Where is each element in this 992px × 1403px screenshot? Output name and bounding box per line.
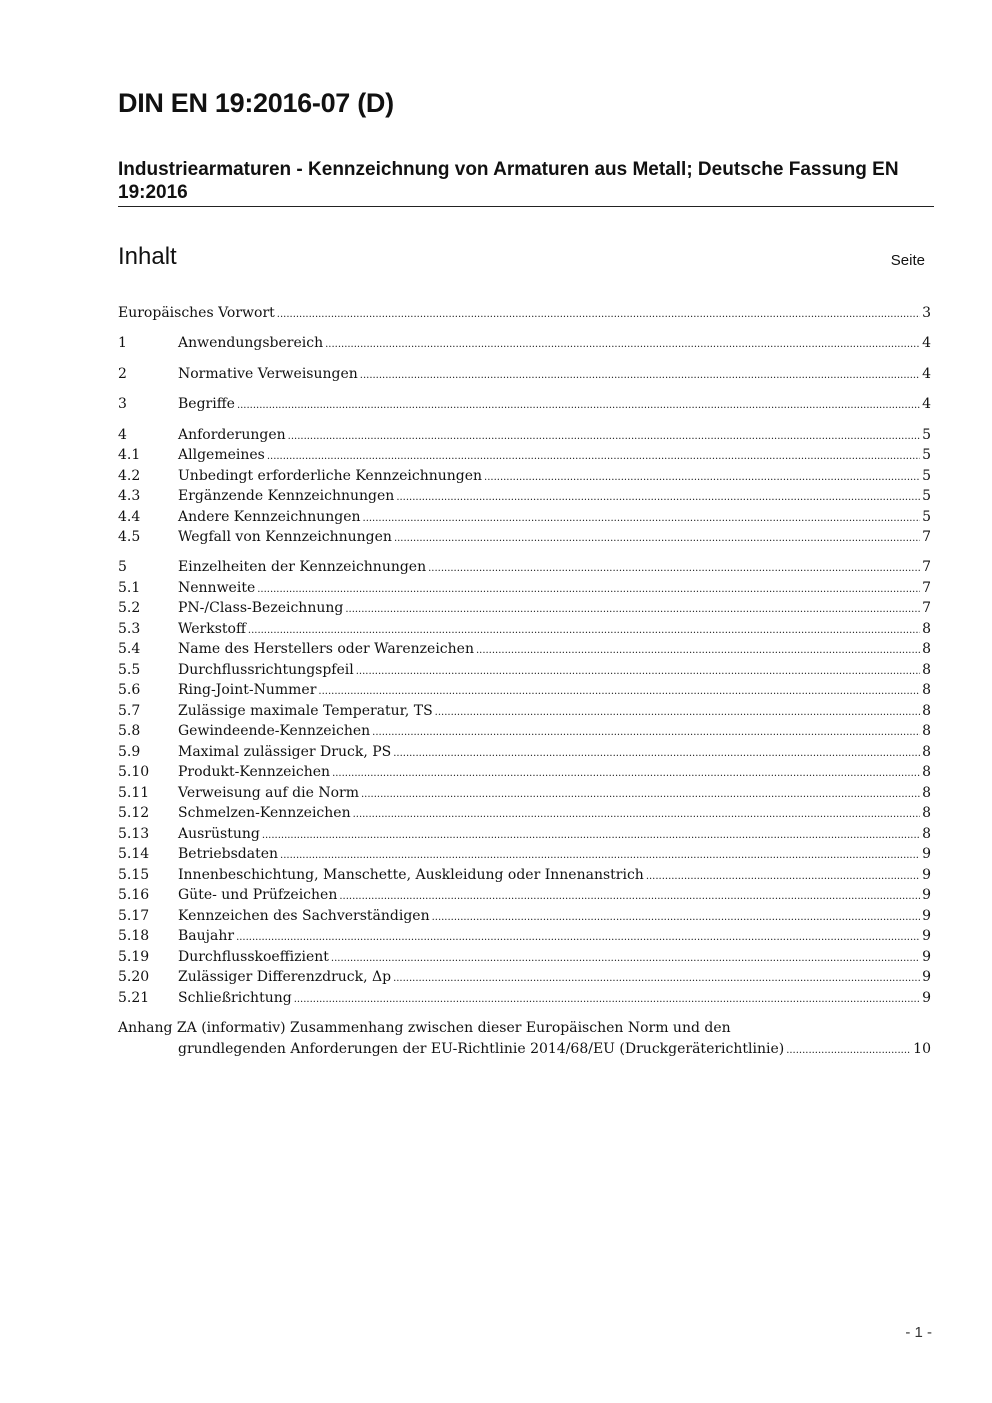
toc-leader-dots: [646, 865, 920, 887]
toc-heading: Inhalt: [118, 243, 177, 270]
toc-entry[interactable]: [118, 865, 931, 885]
toc-entry-title: Anforderungen: [178, 427, 286, 443]
toc-leader-dots: [325, 333, 920, 355]
toc-leader-dots: [280, 844, 920, 866]
toc-entry-page: 9: [922, 990, 931, 1006]
toc-leader-dots: [393, 742, 920, 764]
toc-entry[interactable]: [118, 639, 931, 659]
toc-entry-title: Begriffe: [178, 396, 235, 412]
toc-entry-number: 5.4: [118, 641, 141, 657]
toc-leader-dots: [236, 926, 920, 948]
toc-leader-dots: [361, 783, 920, 805]
toc-entry-page: 9: [922, 846, 931, 862]
toc-entry[interactable]: [118, 445, 931, 465]
toc-entry-number: 4.1: [118, 447, 141, 463]
toc-entry-title: Baujahr: [178, 928, 235, 944]
toc-entry-title: Zulässiger Differenzdruck, Δp: [178, 969, 392, 985]
toc-entry-page: 7: [922, 559, 931, 575]
toc-entry-title: Innenbeschichtung, Manschette, Auskleidung oder Innenanstrich: [178, 867, 644, 883]
document-subtitle: Industriearmaturen - Kennzeichnung von Armaturen aus Metall; Deutsche Fassung EN 19:2016: [118, 159, 899, 203]
annex-entry-title: grundlegenden Anforderungen der EU-Richtlinie 2014/68/EU (Druckgeräterichtlinie): [178, 1041, 785, 1057]
toc-entry-number: 4.2: [118, 468, 141, 484]
toc-entry[interactable]: [118, 844, 931, 864]
toc-leader-dots: [396, 486, 920, 508]
toc-leader-dots: [372, 721, 920, 743]
toc-entry-page: 8: [922, 703, 931, 719]
toc-entry-page: 8: [922, 662, 931, 678]
toc-leader-dots: [476, 639, 920, 661]
toc-entry-title: Maximal zulässiger Druck, PS: [178, 744, 392, 760]
toc-entry-number: 5.3: [118, 621, 141, 637]
toc-entry-number: 4.4: [118, 509, 141, 525]
toc-entry-title: Wegfall von Kennzeichnungen: [178, 529, 392, 545]
toc-entry-page: 4: [922, 335, 931, 351]
toc-entry-title: Produkt-Kennzeichen: [178, 764, 331, 780]
toc-leader-dots: [435, 701, 920, 723]
annex-entry-line2: [178, 1039, 931, 1059]
toc-entry-page: 8: [922, 621, 931, 637]
toc-entry[interactable]: [118, 507, 931, 527]
toc-leader-dots: [277, 303, 920, 325]
toc-entry-number: 5.1: [118, 580, 141, 596]
toc-entry-page: 3: [922, 305, 931, 321]
toc-entry[interactable]: [118, 660, 931, 680]
toc-entry-title: Werkstoff: [178, 621, 246, 637]
toc-entry-title: Europäisches Vorwort: [118, 305, 275, 321]
annex-entry-line1: Anhang ZA (informativ) Zusammenhang zwischen dieser Europäischen Norm und den: [118, 1020, 731, 1036]
toc-entry-title: Durchflussrichtungspfeil: [178, 662, 354, 678]
toc-entry[interactable]: [118, 783, 931, 803]
toc-leader-dots: [318, 680, 920, 702]
toc-entry-title: Andere Kennzeichnungen: [178, 509, 361, 525]
toc-entry-page: 8: [922, 723, 931, 739]
toc-entry-page: 9: [922, 969, 931, 985]
toc-entry[interactable]: [118, 824, 931, 844]
toc-leader-dots: [332, 762, 920, 784]
toc-entry-title: Einzelheiten der Kennzeichnungen: [178, 559, 427, 575]
toc-leader-dots: [339, 885, 920, 907]
toc-entry-number: 5.19: [118, 949, 150, 965]
toc-leader-dots: [267, 445, 920, 467]
toc-entry-number: 5.20: [118, 969, 150, 985]
toc-entry-page: 4: [922, 366, 931, 382]
toc-entry-number: 5.21: [118, 990, 150, 1006]
toc-entry-title: Nennweite: [178, 580, 256, 596]
toc-leader-dots: [786, 1039, 911, 1061]
toc-leader-dots: [360, 364, 920, 386]
toc-leader-dots: [257, 578, 920, 600]
toc-entry[interactable]: [118, 680, 931, 700]
toc-entry-page: 9: [922, 949, 931, 965]
toc-entry-page: 9: [922, 908, 931, 924]
toc-entry-title: Kennzeichen des Sachverständigen: [178, 908, 430, 924]
toc-entry[interactable]: [118, 466, 931, 486]
toc-entry[interactable]: [118, 333, 931, 353]
toc-entry-page: 7: [922, 529, 931, 545]
toc-leader-dots: [345, 598, 920, 620]
toc-entry-number: 4.5: [118, 529, 141, 545]
toc-leader-dots: [294, 988, 920, 1010]
toc-entry-title: Name des Herstellers oder Warenzeichen: [178, 641, 474, 657]
toc-entry-page: 5: [922, 447, 931, 463]
toc-entry-number: 5.17: [118, 908, 150, 924]
toc-entry-title: Schmelzen-Kennzeichen: [178, 805, 351, 821]
toc-entry-page: 8: [922, 682, 931, 698]
toc-entry-number: 2: [118, 366, 127, 382]
toc-entry[interactable]: [118, 701, 931, 721]
toc-entry-title: Unbedingt erforderliche Kennzeichnungen: [178, 468, 483, 484]
toc-entry-number: 5.11: [118, 785, 150, 801]
toc-entry-title: Ring-Joint-Nummer: [178, 682, 317, 698]
toc-entry[interactable]: [118, 988, 931, 1008]
toc-entry-title: Schließrichtung: [178, 990, 292, 1006]
toc-entry-title: Allgemeines: [178, 447, 265, 463]
toc-entry[interactable]: [118, 486, 931, 506]
toc-entry-page: 4: [922, 396, 931, 412]
toc-leader-dots: [353, 803, 920, 825]
toc-entry[interactable]: [118, 364, 931, 384]
toc-entry-number: 5.5: [118, 662, 141, 678]
toc-leader-dots: [484, 466, 920, 488]
document-id: DIN EN 19:2016-07 (D): [118, 88, 394, 118]
toc-entry-page: 7: [922, 600, 931, 616]
toc-entry[interactable]: [118, 885, 931, 905]
toc-entry[interactable]: [118, 967, 931, 987]
toc-entry-page: 5: [922, 468, 931, 484]
toc-entry[interactable]: [118, 527, 931, 547]
toc-leader-dots: [237, 394, 920, 416]
toc-entry[interactable]: [118, 803, 931, 823]
toc-entry-page: 8: [922, 785, 931, 801]
toc-entry-number: 4.3: [118, 488, 141, 504]
toc-entry-number: 5.8: [118, 723, 141, 739]
toc-entry[interactable]: [118, 578, 931, 598]
toc-page-column-label: Seite: [890, 252, 925, 269]
toc-entry-title: Ergänzende Kennzeichnungen: [178, 488, 395, 504]
toc-entry-number: 5.14: [118, 846, 150, 862]
toc-entry-page: 8: [922, 744, 931, 760]
toc-entry-page: 5: [922, 509, 931, 525]
toc-entry[interactable]: [118, 947, 931, 967]
toc-entry-number: 5.10: [118, 764, 150, 780]
toc-leader-dots: [428, 557, 920, 579]
toc-leader-dots: [363, 507, 921, 529]
toc-entry[interactable]: [118, 425, 931, 445]
toc-entry-number: 5: [118, 559, 127, 575]
toc-entry-number: 5.15: [118, 867, 150, 883]
toc-leader-dots: [288, 425, 920, 447]
toc-entry-number: 5.12: [118, 805, 150, 821]
toc-leader-dots: [331, 947, 920, 969]
toc-entry[interactable]: [118, 721, 931, 741]
toc-entry-title: Zulässige maximale Temperatur, TS: [178, 703, 433, 719]
toc-entry[interactable]: [118, 742, 931, 762]
toc-entry-title: Gewindeende-Kennzeichen: [178, 723, 371, 739]
toc-entry-title: Durchflusskoeffizient: [178, 949, 329, 965]
toc-entry[interactable]: [118, 598, 931, 618]
toc-entry-number: 1: [118, 335, 127, 351]
toc-entry-title: Verweisung auf die Norm: [178, 785, 359, 801]
toc-entry-number: 5.16: [118, 887, 150, 903]
toc-leader-dots: [394, 527, 920, 549]
toc-leader-dots: [248, 619, 920, 641]
toc-entry-number: 5.13: [118, 826, 150, 842]
toc-entry-page: 9: [922, 867, 931, 883]
toc-entry-title: Anwendungsbereich: [178, 335, 324, 351]
toc-leader-dots: [432, 906, 920, 928]
annex-entry-page: 10: [913, 1041, 931, 1057]
toc-entry-page: 8: [922, 805, 931, 821]
toc-entry[interactable]: [118, 394, 931, 414]
toc-entry-page: 8: [922, 826, 931, 842]
toc-entry-title: Güte- und Prüfzeichen: [178, 887, 338, 903]
toc-leader-dots: [393, 967, 920, 989]
toc-entry-page: 9: [922, 928, 931, 944]
toc-entry-number: 5.9: [118, 744, 141, 760]
toc-entry-number: 5.18: [118, 928, 150, 944]
toc-entry-page: 5: [922, 427, 931, 443]
toc-entry[interactable]: [118, 557, 931, 577]
toc-entry-number: 5.2: [118, 600, 141, 616]
toc-entry-page: 9: [922, 887, 931, 903]
page-number: - 1 -: [905, 1324, 932, 1341]
toc-leader-dots: [262, 824, 920, 846]
toc-entry[interactable]: [118, 619, 931, 639]
toc-entry-title: PN-/Class-Bezeichnung: [178, 600, 344, 616]
toc-entry-number: 3: [118, 396, 127, 412]
toc-entry[interactable]: [118, 303, 931, 323]
toc-entry[interactable]: [118, 762, 931, 782]
toc-entry-number: 5.7: [118, 703, 141, 719]
toc-entry-page: 8: [922, 641, 931, 657]
toc-entry-title: Betriebsdaten: [178, 846, 279, 862]
toc-entry-title: Ausrüstung: [178, 826, 260, 842]
toc-entry-page: 8: [922, 764, 931, 780]
toc-entry-page: 5: [922, 488, 931, 504]
toc-entry-number: 4: [118, 427, 127, 443]
toc-entry-title: Normative Verweisungen: [178, 366, 358, 382]
toc-entry[interactable]: [118, 926, 931, 946]
toc-entry[interactable]: [118, 906, 931, 926]
toc-leader-dots: [356, 660, 920, 682]
toc-entry-number: 5.6: [118, 682, 141, 698]
toc-entry-page: 7: [922, 580, 931, 596]
